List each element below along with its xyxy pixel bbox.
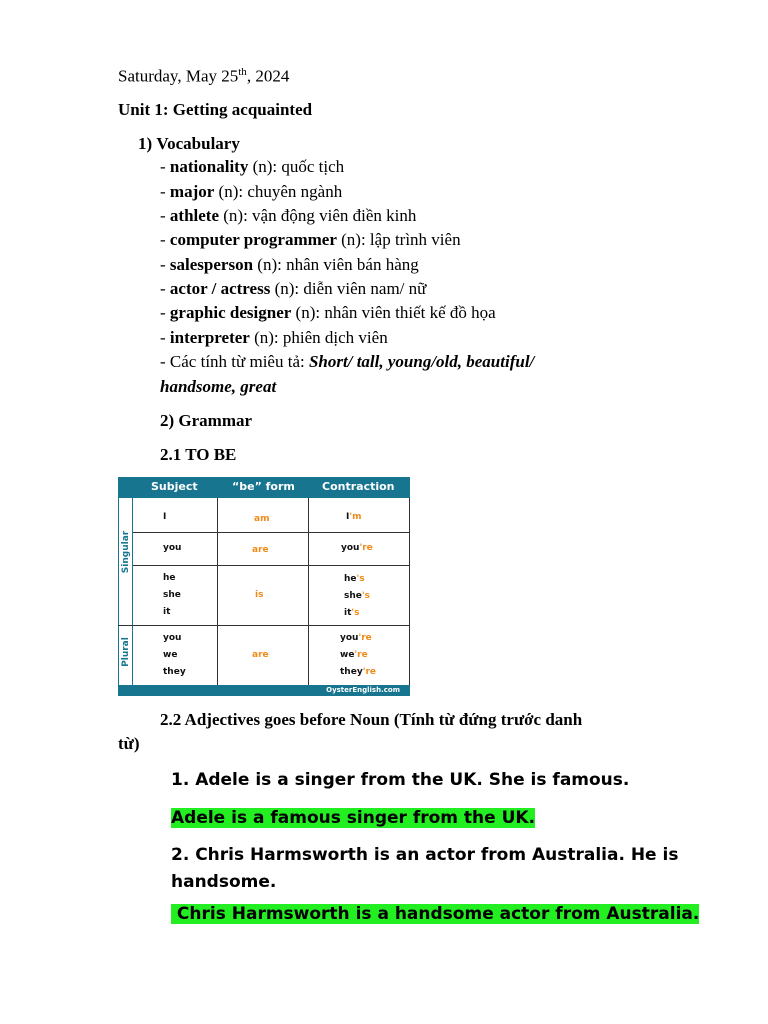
- table-footer: [118, 685, 410, 696]
- header-subject: Subject: [151, 480, 198, 493]
- subject-cell: he: [163, 573, 176, 583]
- vocab-term: nationality: [169, 157, 249, 176]
- vocab-item: - graphic designer (n): nhân viên thiết kế đồ họa: [160, 303, 496, 322]
- answer-1-highlight: Adele is a famous singer from the UK.: [171, 808, 536, 828]
- be-form-cell: is: [255, 590, 264, 600]
- vocab-item: - salesperson (n): nhân viên bán hàng: [160, 255, 419, 274]
- vocab-item: - athlete (n): vận động viên điền kinh: [160, 206, 417, 225]
- vocab-definition: (n): phiên dịch viên: [249, 328, 388, 347]
- vocab-term: major: [169, 182, 215, 201]
- answer-1: [171, 808, 535, 828]
- vocab-item: - actor / actress (n): diễn viên nam/ nữ: [160, 279, 427, 298]
- source-credit: OysterEnglish.com: [326, 686, 400, 694]
- vocab-term: computer programmer: [169, 230, 337, 249]
- header-be-form: “be” form: [232, 480, 295, 493]
- vocab-term: graphic designer: [169, 303, 292, 322]
- tobe-heading: 2.1 TO BE: [160, 445, 237, 464]
- contraction-cell: you're: [341, 543, 373, 553]
- answer-2: [171, 904, 699, 924]
- adjectives-line-2: [160, 377, 276, 397]
- contraction-cell: it's: [344, 608, 360, 618]
- vocab-definition: (n): nhân viên bán hàng: [253, 255, 419, 274]
- vocab-term: interpreter: [169, 328, 250, 347]
- vocab-term: athlete: [169, 206, 220, 225]
- contraction-cell: I'm: [346, 512, 362, 522]
- date-line: [118, 66, 289, 87]
- plural-label: Plural: [121, 637, 131, 667]
- tobe-table: [118, 477, 410, 696]
- column-divider: [308, 498, 309, 685]
- adjectives-line: [160, 352, 534, 372]
- exercise-1: 1. Adele is a singer from the UK. She is famous.: [171, 770, 630, 790]
- adjectives-heading: 2.2 Adjectives goes before Noun (Tính từ đứng trước danh: [160, 710, 583, 729]
- vocab-definition: (n): diễn viên nam/ nữ: [270, 279, 427, 298]
- adjectives-heading-cont: từ): [118, 734, 140, 753]
- subject-cell: it: [163, 607, 171, 617]
- subject-cell: you: [163, 543, 182, 553]
- subject-cell: I: [163, 512, 167, 522]
- vocab-heading: 1) Vocabulary: [138, 134, 240, 153]
- vocab-definition: (n): vận động viên điền kinh: [219, 206, 417, 225]
- subject-cell: she: [163, 590, 181, 600]
- date-year: , 2024: [246, 66, 290, 86]
- column-divider: [409, 498, 410, 685]
- grammar-heading: 2) Grammar: [160, 411, 253, 430]
- vocab-item: - major (n): chuyên ngành: [160, 182, 343, 201]
- vocab-term: salesperson: [169, 255, 254, 274]
- unit-title: Unit 1: Getting acquainted: [118, 100, 313, 119]
- vocab-definition: (n): chuyên ngành: [214, 182, 343, 201]
- table-header: [118, 477, 410, 498]
- vocab-item: - computer programmer (n): lập trình viên: [160, 230, 461, 249]
- exercise-2-cont: handsome.: [171, 872, 277, 892]
- vocab-definition: (n): quốc tịch: [248, 157, 345, 176]
- date-text: Saturday, May 25: [118, 66, 239, 86]
- header-contraction: Contraction: [322, 480, 395, 493]
- singular-label: Singular: [121, 530, 131, 574]
- be-form-cell: are: [252, 650, 269, 660]
- column-divider: [217, 498, 218, 685]
- row-divider: [133, 565, 410, 566]
- adjectives-list-1: Short/ tall, young/old, beautiful/: [308, 352, 535, 371]
- row-divider: [133, 532, 410, 533]
- answer-2-highlight: Chris Harmsworth is a handsome actor from Australia.: [171, 904, 700, 924]
- adjectives-prefix: - Các tính từ miêu tả:: [160, 352, 309, 371]
- contraction-cell: they're: [340, 667, 376, 677]
- exercise-2: 2. Chris Harmsworth is an actor from Australia. He is: [171, 845, 679, 865]
- vocab-term: actor / actress: [169, 279, 271, 298]
- adjectives-list-2: handsome, great: [160, 377, 277, 396]
- contraction-cell: she's: [344, 591, 370, 601]
- date-suffix: th: [238, 66, 247, 78]
- subject-cell: they: [163, 667, 186, 677]
- contraction-cell: he's: [344, 574, 365, 584]
- be-form-cell: am: [254, 514, 270, 524]
- vocab-item: - nationality (n): quốc tịch: [160, 157, 345, 176]
- vocab-item: - interpreter (n): phiên dịch viên: [160, 328, 388, 347]
- vocab-definition: (n): lập trình viên: [336, 230, 461, 249]
- be-form-cell: are: [252, 545, 269, 555]
- contraction-cell: we're: [340, 650, 368, 660]
- subject-cell: you: [163, 633, 182, 643]
- vocab-definition: (n): nhân viên thiết kế đồ họa: [291, 303, 496, 322]
- subject-cell: we: [163, 650, 178, 660]
- row-divider: [118, 625, 410, 626]
- contraction-cell: you're: [340, 633, 372, 643]
